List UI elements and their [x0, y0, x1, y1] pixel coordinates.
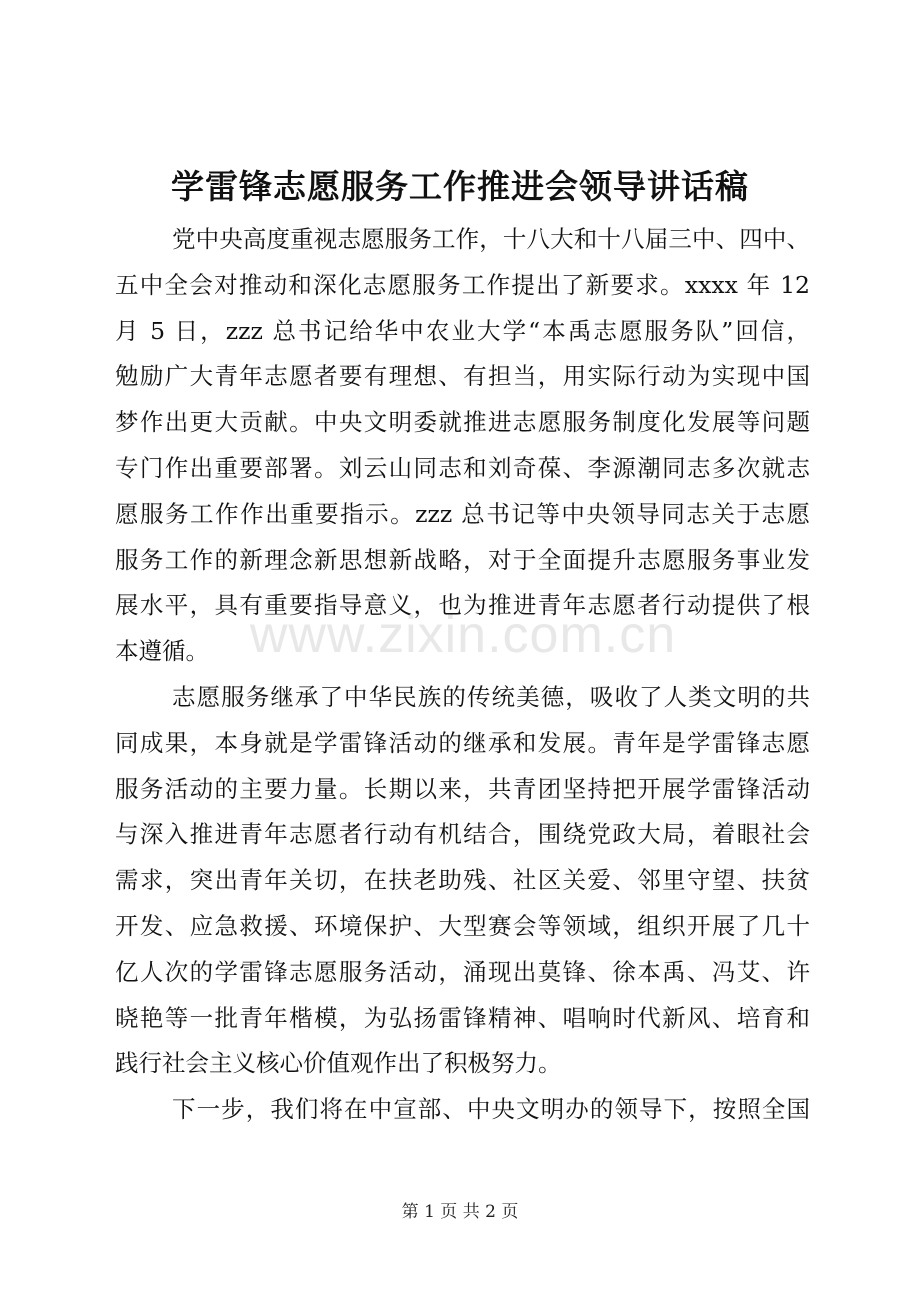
paragraph-1-line-9: 展水平，具有重要指导意义，也为推进青年志愿者行动提供了根 [115, 591, 810, 620]
watermark: www.zixin.com.cn [249, 606, 677, 664]
paragraph-1-line-3: 月 5 日，zzz 总书记给华中农业大学“本禹志愿服务队”回信， [115, 316, 810, 345]
paragraph-1-line-6: 专门作出重要部署。刘云山同志和刘奇葆、李源潮同志多次就志 [115, 453, 810, 482]
paragraph-1-line-2: 五中全会对推动和深化志愿服务工作提出了新要求。xxxx 年 12 [115, 270, 810, 299]
page-footer: 第 1 页 共 2 页 [401, 1202, 519, 1222]
paragraph-2-line-6: 开发、应急救援、环境保护、大型赛会等领域，组织开展了几十 [115, 911, 810, 940]
paragraph-2-line-4: 与深入推进青年志愿者行动有机结合，围绕党政大局，着眼社会 [115, 820, 810, 849]
paragraph-3-line-1: 下一步，我们将在中宣部、中央文明办的领导下，按照全国 [172, 1095, 810, 1124]
paragraph-1-line-1: 党中央高度重视志愿服务工作，十八大和十八届三中、四中、 [172, 225, 810, 253]
paragraph-1-line-5: 梦作出更大贡献。中央文明委就推进志愿服务制度化发展等问题 [115, 408, 810, 437]
paragraph-1-line-4: 勉励广大青年志愿者要有理想、有担当，用实际行动为实现中国 [115, 362, 810, 391]
paragraph-2-line-9: 践行社会主义核心价值观作出了积极努力。 [115, 1049, 562, 1078]
paragraph-1-line-8: 服务工作的新理念新思想新战略，对于全面提升志愿服务事业发 [115, 545, 810, 574]
paragraph-2-line-5: 需求，突出青年关切，在扶老助残、社区关爱、邻里守望、扶贫 [115, 866, 810, 895]
document-body [115, 217, 810, 1133]
document-title: 学雷锋志愿服务工作推进会领导讲话稿 [171, 167, 749, 206]
paragraph-1-line-7: 愿服务工作作出重要指示。zzz 总书记等中央领导同志关于志愿 [115, 499, 810, 528]
paragraph-2-line-2: 同成果，本身就是学雷锋活动的继承和发展。青年是学雷锋志愿 [115, 728, 810, 757]
paragraph-2-line-8: 晓艳等一批青年楷模，为弘扬雷锋精神、唱响时代新风、培育和 [115, 1003, 810, 1032]
paragraph-2-line-7: 亿人次的学雷锋志愿服务活动，涌现出莫锋、徐本禹、冯艾、许 [115, 957, 810, 986]
paragraph-2-line-3: 服务活动的主要力量。长期以来，共青团坚持把开展学雷锋活动 [115, 774, 810, 803]
paragraph-1-line-10: 本遵循。 [115, 637, 209, 666]
paragraph-2-line-1: 志愿服务继承了中华民族的传统美德，吸收了人类文明的共 [172, 682, 810, 711]
